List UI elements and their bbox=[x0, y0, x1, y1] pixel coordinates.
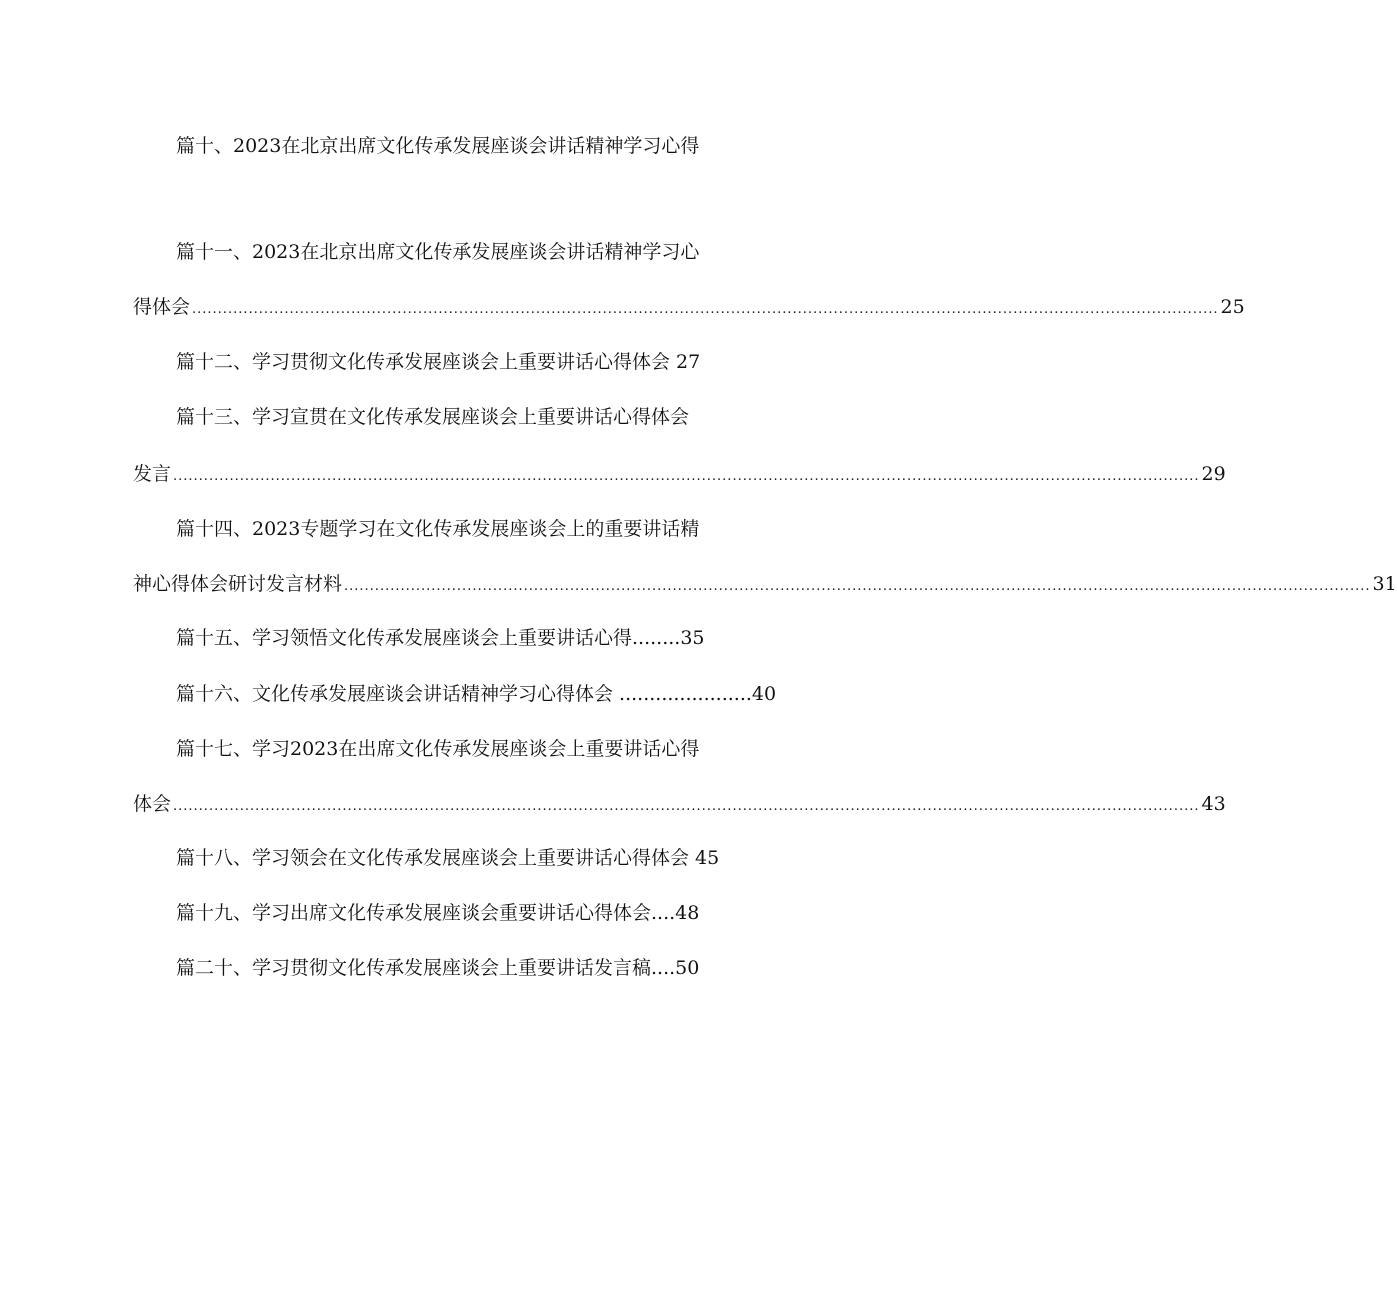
toc-entry-11-line1: 篇十一、2023在北京出席文化传承发展座谈会讲话精神学习心 bbox=[176, 241, 700, 263]
toc-entry-14-text: 神心得体会研讨发言材料 bbox=[133, 573, 343, 595]
toc-entry-14-line1: 篇十四、2023专题学习在文化传承发展座谈会上的重要讲话精 bbox=[176, 518, 700, 540]
toc-leader-dots: ........................................................................................................................................................................................................ bbox=[344, 579, 1371, 594]
toc-entry-13-page: 29 bbox=[1201, 463, 1226, 485]
toc-entry-13-line2 bbox=[133, 462, 1226, 486]
toc-entry-11-text: 得体会 bbox=[133, 296, 191, 318]
toc-entry-11-line2 bbox=[133, 295, 1245, 319]
toc-entry-13-line1: 篇十三、学习宣贯在文化传承发展座谈会上重要讲话心得体会 bbox=[176, 406, 690, 428]
toc-entry-14-page: 31 bbox=[1372, 573, 1397, 595]
toc-leader-dots: ........................................................................................................................................................................................................ bbox=[173, 799, 1200, 814]
toc-entry-15: 篇十五、学习领悟文化传承发展座谈会上重要讲话心得........35 bbox=[176, 627, 705, 649]
toc-entry-17-line2 bbox=[133, 792, 1226, 816]
toc-entry-17-page: 43 bbox=[1201, 793, 1226, 815]
toc-entry-18: 篇十八、学习领会在文化传承发展座谈会上重要讲话心得体会 45 bbox=[176, 847, 720, 869]
toc-entry-17-text: 体会 bbox=[133, 793, 172, 815]
toc-entry-19: 篇十九、学习出席文化传承发展座谈会重要讲话心得体会....48 bbox=[176, 902, 700, 924]
toc-entry-20: 篇二十、学习贯彻文化传承发展座谈会上重要讲话发言稿....50 bbox=[176, 957, 700, 979]
toc-entry-12: 篇十二、学习贯彻文化传承发展座谈会上重要讲话心得体会 27 bbox=[176, 351, 701, 373]
toc-entry-16: 篇十六、文化传承发展座谈会讲话精神学习心得体会 ......................40 bbox=[176, 683, 777, 705]
toc-entry-11-page: 25 bbox=[1220, 296, 1245, 318]
toc-entry-10: 篇十、2023在北京出席文化传承发展座谈会讲话精神学习心得 bbox=[176, 135, 700, 157]
toc-leader-dots: ........................................................................................................................................................................................................ bbox=[192, 302, 1219, 317]
toc-entry-13-text: 发言 bbox=[133, 463, 172, 485]
toc-leader-dots: ........................................................................................................................................................................................................ bbox=[173, 469, 1200, 484]
toc-entry-14-line2 bbox=[133, 572, 1397, 596]
toc-entry-17-line1: 篇十七、学习2023在出席文化传承发展座谈会上重要讲话心得 bbox=[176, 738, 700, 760]
